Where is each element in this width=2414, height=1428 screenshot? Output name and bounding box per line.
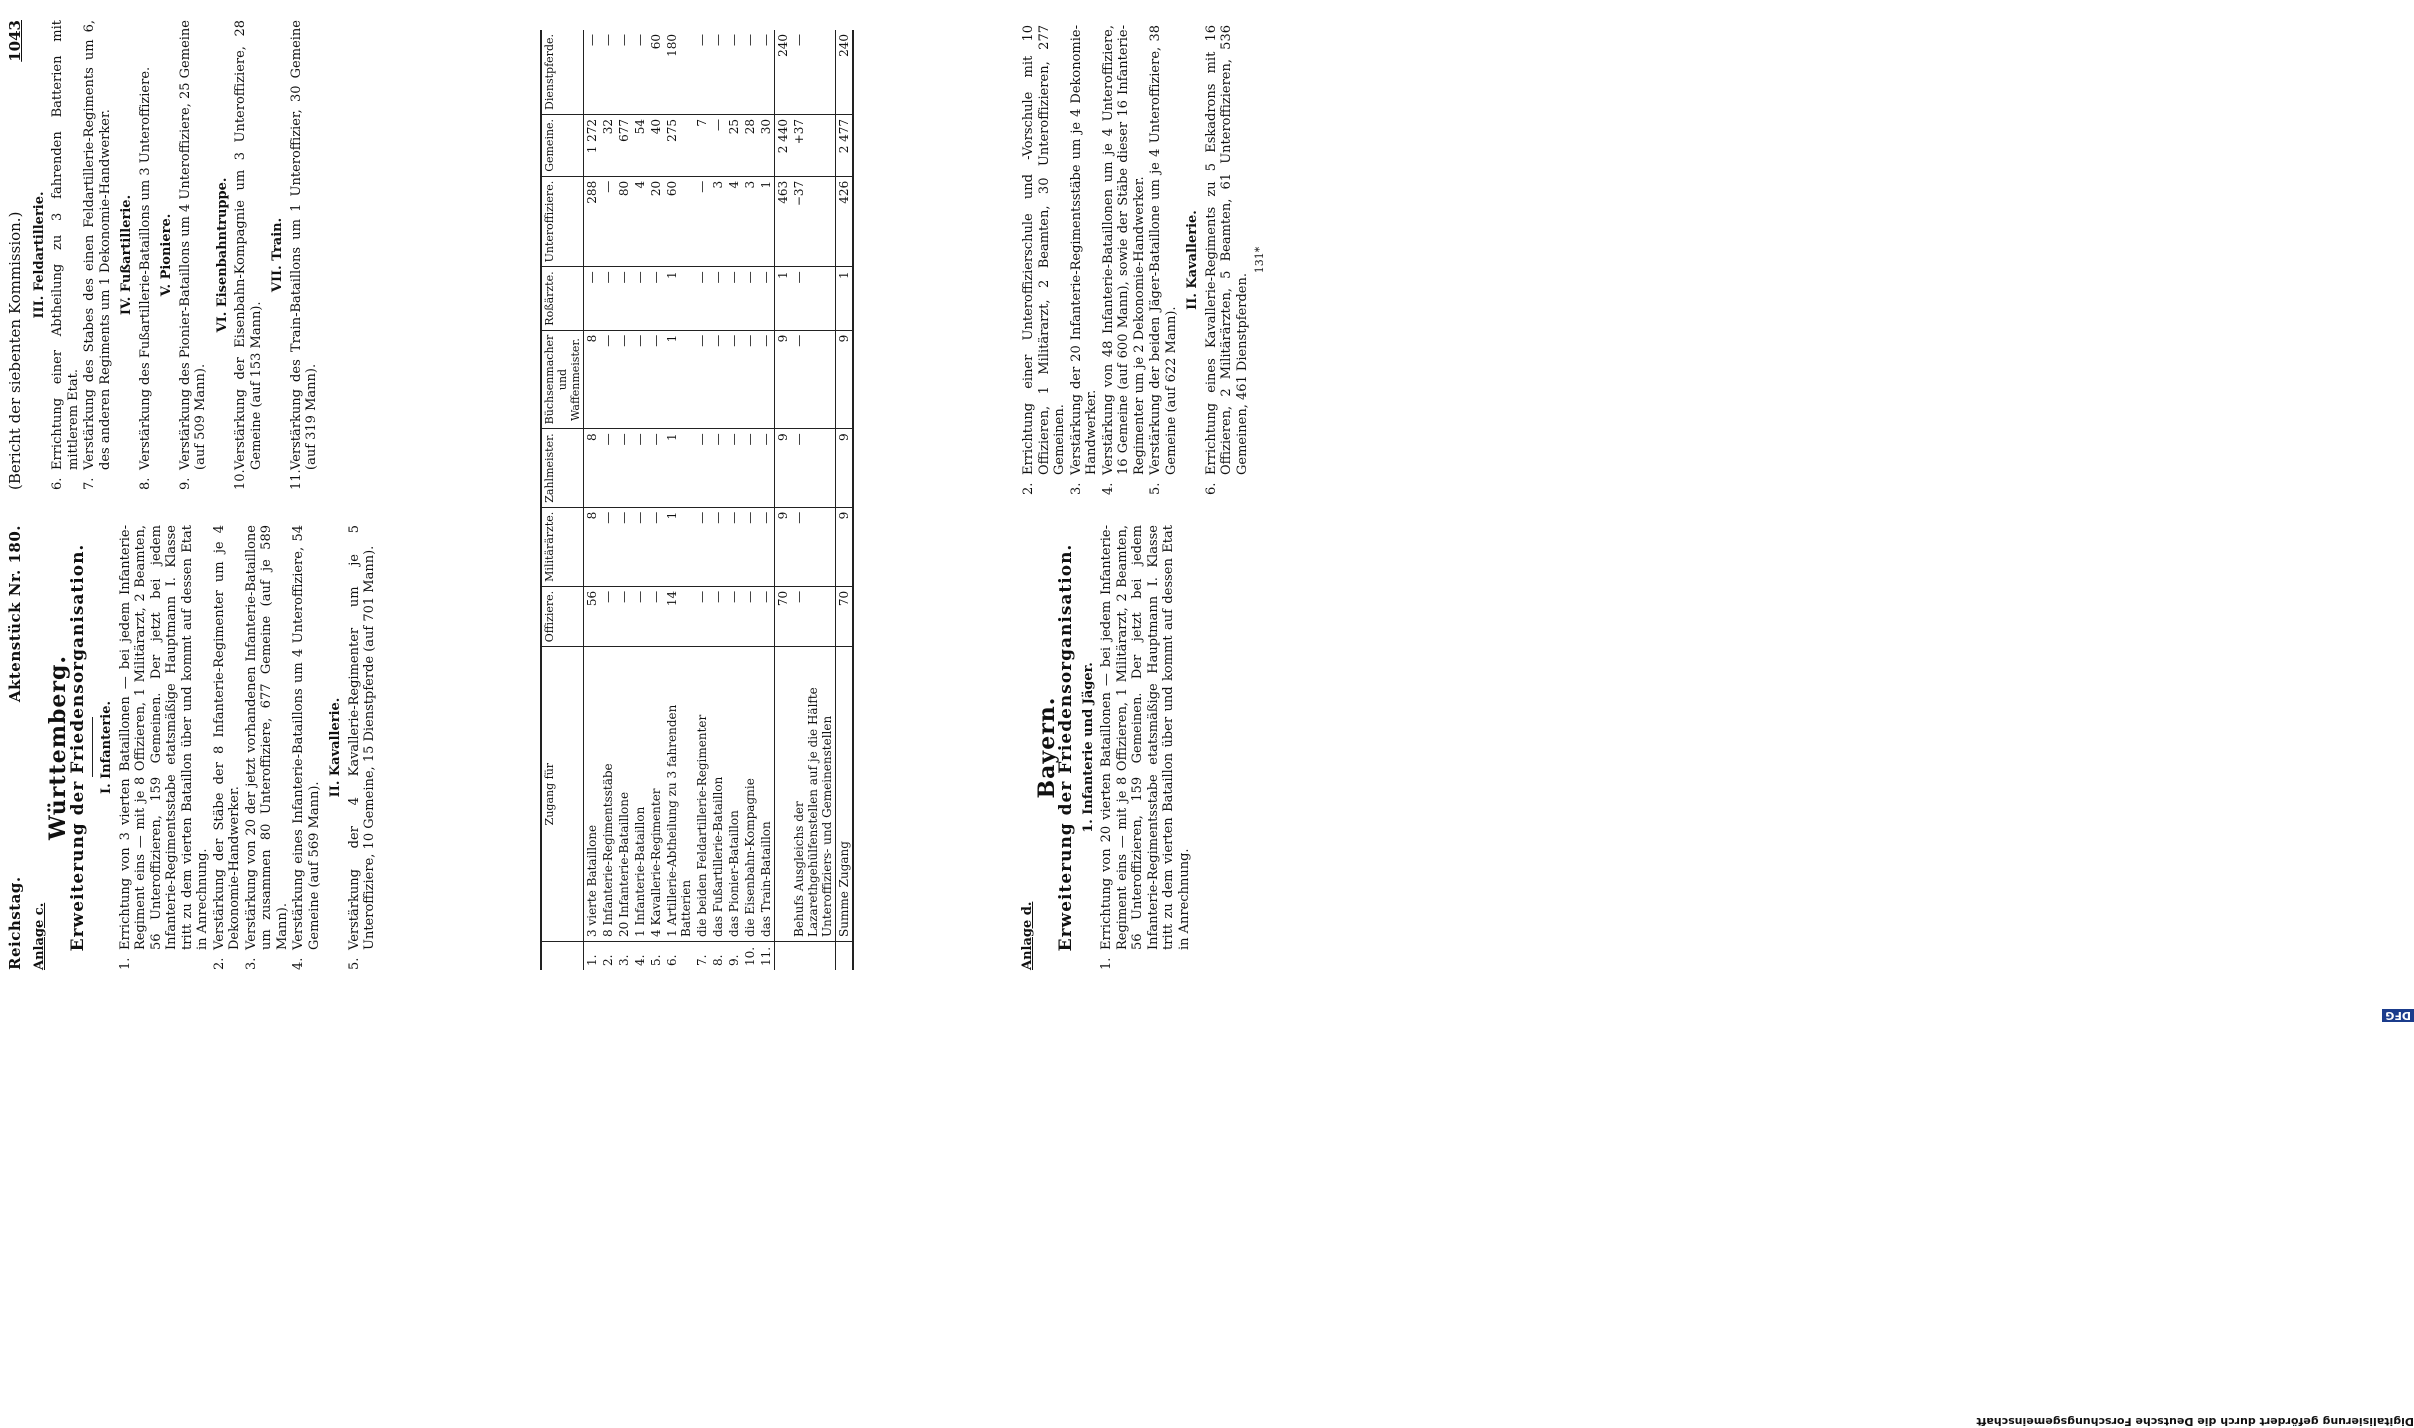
table-cell: 3. xyxy=(617,954,631,966)
table-cell: — xyxy=(632,507,648,586)
table-cell: — xyxy=(648,429,664,507)
table-cell xyxy=(775,647,792,942)
item-number: 1. xyxy=(1099,957,1114,970)
table-cell: 1 xyxy=(664,507,694,586)
funding-note-text: Digitalisierung gefördert durch die Deutsche Forschungsgemeinschaft xyxy=(1976,1414,2414,1428)
table-cell: 7 xyxy=(694,114,710,176)
table-cell: — xyxy=(726,429,742,507)
table-cell: — xyxy=(694,176,710,267)
table-cell: — xyxy=(694,267,710,330)
table-cell: 3 vierte Bataillone xyxy=(584,647,601,942)
table-cell: 2. xyxy=(601,954,615,966)
list-item xyxy=(1021,25,1068,495)
table-cell: — xyxy=(600,507,616,586)
list-item xyxy=(347,525,378,970)
item-text: Errichtung von 20 vierten Bataillonen — bei jedem Infanterie-Regiment eins — mit je 8 Offizieren, 1 Militärarzt, 2 Beamten, 56 Unteroffizieren, 159 Gemeinen. Der jetzt bei jedem Infanterie-Regimentsstabe etatsmäßige Hauptmann I. Klasse tritt zu dem vierten Bataillon über und kommt auf dessen Etat in Anrechnung. xyxy=(1099,525,1192,950)
table-cell: 1 272 xyxy=(584,114,601,176)
table-cell: — xyxy=(742,330,758,429)
bottom-left xyxy=(1020,525,1268,970)
item-text: Verstärkung von 20 der jetzt vorhandenen Infanterie-Bataillone um zusammen 80 Unteroffiziere, 677 Gemeine (auf je 589 Mann). xyxy=(243,525,290,950)
table-cell: Summe Zugang xyxy=(836,647,854,942)
table-cell: — xyxy=(710,330,726,429)
table-cell: das Fußartillerie-Bataillon xyxy=(710,647,726,942)
table-cell: 70 xyxy=(836,586,854,646)
table-cell xyxy=(836,942,854,971)
section-heading: VI. Eisenbahntruppe. xyxy=(214,177,230,333)
funding-note-strip xyxy=(1406,0,2414,1428)
table-row xyxy=(584,30,601,970)
table-cell: — xyxy=(648,586,664,646)
table-header-cell: Büchsenmacher und Waffenmeister. xyxy=(541,330,584,429)
table-cell: — xyxy=(758,429,775,507)
item-number: 2. xyxy=(1021,482,1036,495)
item-text: Verstärkung der Stäbe der 8 Infanterie-Regimenter um je 4 Dekonomie-Handwerker. xyxy=(211,525,242,950)
table-cell: — xyxy=(710,114,726,176)
table-header-cell: Zugang für xyxy=(541,647,584,942)
section-heading: IV. Fußartillerie. xyxy=(119,194,134,316)
table-cell: — xyxy=(632,330,648,429)
table-cell: — xyxy=(791,586,836,646)
table-cell: — xyxy=(742,507,758,586)
table-cell: — xyxy=(726,507,742,586)
table-row xyxy=(664,30,694,970)
table-cell: 8 xyxy=(584,330,601,429)
table-cell: 80 xyxy=(616,176,632,267)
table-cell: 10. xyxy=(743,946,757,966)
table-cell: +37 xyxy=(791,114,836,176)
table-cell: — xyxy=(632,586,648,646)
item-text: Errichtung einer Unteroffizierschule und -Vorschule mit 10 Offizieren, 1 Militärarzt, 2 Beamten, 30 Unteroffizieren, 277 Gemeinen. xyxy=(1021,25,1067,475)
bottom-items-b xyxy=(1021,25,1179,495)
table-cell: 9 xyxy=(775,507,792,586)
table-cell: 25 xyxy=(726,114,742,176)
bottom-right xyxy=(1020,25,1268,495)
anlage-c: Anlage c. xyxy=(31,902,47,970)
table-cell xyxy=(775,942,792,971)
table-cell: 426 xyxy=(836,176,854,267)
list-item xyxy=(1101,25,1148,495)
table-cell: — xyxy=(600,330,616,429)
table-row xyxy=(600,30,616,970)
table-cell: 60 xyxy=(648,30,664,114)
table-cell: 70 xyxy=(775,586,792,646)
table-row xyxy=(775,30,792,970)
item-number: 5. xyxy=(1148,482,1163,495)
item-text: Verstärkung des Stabes des einen Feldartillerie-Regiments um 6, des anderen Regiments um 1 Dekonomie-Handwerker. xyxy=(82,20,113,470)
list-item xyxy=(138,20,154,490)
table-cell: 9 xyxy=(836,330,854,429)
page-number: 1043 xyxy=(6,20,24,62)
item-text: Errichtung einer Abtheilung zu 3 fahrenden Batterien mit mittlerem Etat. xyxy=(50,20,81,470)
table-cell: 463 xyxy=(775,176,792,267)
section-heading-kavallerie: II. Kavallerie. xyxy=(1185,210,1200,310)
right-header xyxy=(8,20,24,490)
table-cell: — xyxy=(710,30,726,114)
table-cell: 20 Infanterie-Bataillone xyxy=(616,647,632,942)
zugang-table xyxy=(540,30,854,970)
table-cell: — xyxy=(758,586,775,646)
table-cell: 28 xyxy=(742,114,758,176)
subtitle-bottom: Erweiterung der Friedensorganisation. xyxy=(1056,543,1076,952)
rotated-content xyxy=(0,0,1400,1000)
item-number: 4. xyxy=(291,957,306,970)
table-cell: — xyxy=(616,330,632,429)
table-cell: 8. xyxy=(711,954,725,966)
table-cell: 54 xyxy=(632,114,648,176)
table-cell: 8 xyxy=(584,429,601,507)
table-row xyxy=(726,30,742,970)
table-cell: — xyxy=(742,267,758,330)
table-cell: 4. xyxy=(633,954,647,966)
table-cell: 6. xyxy=(665,954,679,966)
table-cell: 20 xyxy=(648,176,664,267)
table-cell: Behufs Ausgleichs der Lazarethgehülfenstellen auf je die Hälfte Unteroffiziers- und Gemeinenstellen xyxy=(791,647,836,942)
list-item xyxy=(118,525,211,970)
table-cell: 1 xyxy=(664,267,694,330)
title-wuerttemberg: Württemberg. xyxy=(45,655,71,841)
item-number: 2. xyxy=(211,957,227,970)
table-row xyxy=(632,30,648,970)
table-cell: — xyxy=(710,507,726,586)
list-item xyxy=(50,20,81,490)
table-cell: — xyxy=(758,267,775,330)
table-header-cell: Offiziere. xyxy=(541,586,584,646)
bottom-items-c xyxy=(1204,25,1251,495)
table-cell: — xyxy=(584,267,601,330)
table-cell: 4 xyxy=(632,176,648,267)
table-row xyxy=(758,30,775,970)
table-row xyxy=(616,30,632,970)
item-text: Verstärkung eines Infanterie-Bataillons um 4 Unteroffiziere, 54 Gemeine (auf 569 Mann). xyxy=(291,525,322,950)
table-cell: das Train-Bataillon xyxy=(758,647,775,942)
item-number: 4. xyxy=(1100,482,1116,495)
table-cell: 1 xyxy=(836,267,854,330)
table-cell: — xyxy=(726,30,742,114)
section-heading: I. Infanterie. xyxy=(99,701,114,794)
bottom-section xyxy=(1020,20,1268,970)
item-number: 10. xyxy=(233,469,248,490)
table-cell: 1 xyxy=(775,267,792,330)
table-cell: — xyxy=(616,586,632,646)
table-cell: 240 xyxy=(775,30,792,114)
item-text: Verstärkung des Fußartillerie-Bataillons um 3 Unteroffiziere. xyxy=(137,66,153,470)
left-header xyxy=(8,525,24,970)
bottom-items-a xyxy=(1099,525,1192,970)
section-heading: VII. Train. xyxy=(270,217,285,293)
list-item xyxy=(1069,25,1100,495)
table-cell: — xyxy=(648,507,664,586)
table-cell: — xyxy=(694,330,710,429)
table-cell: — xyxy=(742,429,758,507)
table-cell: — xyxy=(758,330,775,429)
page-mark: 131* xyxy=(1253,246,1266,274)
table-cell: — xyxy=(791,507,836,586)
table-cell: — xyxy=(632,30,648,114)
table-cell: — xyxy=(648,330,664,429)
item-number: 6. xyxy=(50,477,65,490)
table-cell: 14 xyxy=(664,586,694,646)
table-cell: — xyxy=(726,267,742,330)
section-heading: II. Kavallerie. xyxy=(328,697,343,798)
table-cell: — xyxy=(791,429,836,507)
table-cell: 288 xyxy=(584,176,601,267)
table-cell: — xyxy=(584,30,601,114)
list-item xyxy=(244,525,291,970)
table-cell: 11. xyxy=(759,946,773,966)
item-text: Verstärkung der beiden Jäger-Bataillone um je 4 Unteroffiziere, 38 Gemeine (auf 622 Mann). xyxy=(1148,25,1179,475)
table-cell: — xyxy=(616,507,632,586)
table-cell: — xyxy=(742,30,758,114)
item-number: 6. xyxy=(1203,482,1219,495)
table-cell: 677 xyxy=(616,114,632,176)
list-item xyxy=(289,20,320,490)
section-heading: III. Feldartillerie. xyxy=(31,191,47,319)
table-cell xyxy=(791,942,836,971)
table-cell: 1 xyxy=(758,176,775,267)
table-cell: 5. xyxy=(649,954,663,966)
list-item xyxy=(82,20,113,490)
table-cell: — xyxy=(694,429,710,507)
item-number: 3. xyxy=(1068,482,1084,495)
item-number: 11. xyxy=(288,469,304,490)
table-cell: — xyxy=(616,30,632,114)
table-cell: 3 xyxy=(710,176,726,267)
table-cell: 240 xyxy=(836,30,854,114)
table-cell: 4 Kavallerie-Regimenter xyxy=(648,647,664,942)
item-number: 5. xyxy=(346,957,362,970)
subtitle-left: Erweiterung der Friedensorganisation. xyxy=(67,543,88,952)
table-cell: 60 xyxy=(664,176,694,267)
table-cell: −37 xyxy=(791,176,836,267)
table-cell: 4 xyxy=(726,176,742,267)
table-header-row xyxy=(541,30,584,970)
document-number: Aktenstück Nr. 180. xyxy=(6,525,24,703)
table-cell: 2 477 xyxy=(836,114,854,176)
table-cell: 1 Infanterie-Bataillon xyxy=(632,647,648,942)
table-header-cell xyxy=(541,942,584,971)
table-cell: 2 440 xyxy=(775,114,792,176)
table-cell: — xyxy=(694,586,710,646)
table-cell: — xyxy=(632,267,648,330)
table-cell: 1 Artillerie-Abtheilung zu 3 fahrenden Batterien xyxy=(664,647,694,942)
table-cell: — xyxy=(616,267,632,330)
section-heading: V. Pioniere. xyxy=(159,213,174,297)
item-text: Errichtung eines Kavallerie-Regiments zu 5 Eskadrons mit 16 Offizieren, 2 Militärärzten, 5 Beamten, 61 Unteroffizieren, 536 Gemeinen, 461 Dienstpferden. xyxy=(1203,25,1250,475)
table-cell: — xyxy=(694,507,710,586)
table-cell: 9 xyxy=(836,507,854,586)
right-column xyxy=(8,20,321,490)
list-item xyxy=(291,525,322,970)
table-cell: — xyxy=(758,507,775,586)
table-cell: 32 xyxy=(600,114,616,176)
list-item xyxy=(212,525,243,970)
table-cell: — xyxy=(791,267,836,330)
item-text: Verstärkung der Eisenbahn-Kompagnie um 3 Unteroffiziere, 28 Gemeine (auf 153 Mann). xyxy=(233,20,264,470)
table-row xyxy=(791,30,836,970)
table-cell: — xyxy=(600,30,616,114)
table-cell: die Eisenbahn-Kompagnie xyxy=(742,647,758,942)
table-cell: — xyxy=(632,429,648,507)
list-item xyxy=(1099,525,1192,970)
item-number: 3. xyxy=(243,957,259,970)
table-cell: 180 xyxy=(664,30,694,114)
table-cell: — xyxy=(726,586,742,646)
table-cell: 40 xyxy=(648,114,664,176)
list-item xyxy=(233,20,264,490)
table-header-cell: Dienstpferde. xyxy=(541,30,584,114)
table-cell: — xyxy=(648,267,664,330)
table-cell: 30 xyxy=(758,114,775,176)
table-cell: 3 xyxy=(742,176,758,267)
table-row xyxy=(694,30,710,970)
list-item xyxy=(178,20,209,490)
table-cell: 7. xyxy=(695,954,709,966)
item-number: 7. xyxy=(82,477,97,490)
table-cell: — xyxy=(791,330,836,429)
table-cell: — xyxy=(726,330,742,429)
item-number: 9. xyxy=(177,477,193,490)
table-cell: 9 xyxy=(775,429,792,507)
list-item xyxy=(1204,25,1251,495)
item-number: 8. xyxy=(137,477,153,490)
table-header-cell: Roßärzte. xyxy=(541,267,584,330)
divider xyxy=(92,718,93,778)
left-sections xyxy=(99,525,378,970)
journal-name: Reichstag. xyxy=(6,876,24,970)
table-cell: die beiden Feldartillerie-Regimenter xyxy=(694,647,710,942)
table-cell: — xyxy=(758,30,775,114)
item-text: Verstärkung der 4 Kavallerie-Regimenter um je 5 Unteroffiziere, 10 Gemeine, 15 Dienstpferde (auf 701 Mann). xyxy=(346,525,377,950)
item-text: Verstärkung der 20 Infanterie-Regimentsstäbe um je 4 Dekonomie-Handwerker. xyxy=(1068,25,1099,475)
table-cell: 8 Infanterie-Regimentsstäbe xyxy=(600,647,616,942)
table-cell: 9 xyxy=(775,330,792,429)
table-cell: 1. xyxy=(585,954,599,966)
table-cell: — xyxy=(791,30,836,114)
table-cell: 56 xyxy=(584,586,601,646)
list-item xyxy=(1148,25,1179,495)
table-cell: — xyxy=(694,30,710,114)
table-cell: — xyxy=(600,586,616,646)
table-cell: 9. xyxy=(727,954,741,966)
table-row xyxy=(710,30,726,970)
item-text: Verstärkung des Pionier-Bataillons um 4 Unteroffiziere, 25 Gemeine (auf 509 Mann). xyxy=(177,20,208,470)
anlage-d: Anlage d. xyxy=(1020,901,1035,970)
table-row xyxy=(836,30,854,970)
table-row xyxy=(742,30,758,970)
table-cell: 1 xyxy=(664,330,694,429)
table-cell: — xyxy=(710,267,726,330)
table-header-cell: Gemeine. xyxy=(541,114,584,176)
table-cell: — xyxy=(616,429,632,507)
table-header-cell: Militärärzte. xyxy=(541,507,584,586)
table-cell: 8 xyxy=(584,507,601,586)
table-cell: das Pionier-Bataillon xyxy=(726,647,742,942)
item-text: Errichtung von 3 vierten Bataillonen — bei jedem Infanterie-Regiment eins — mit je 8 Offizieren, 1 Militärarzt, 2 Beamten, 56 Unteroffizieren, 159 Gemeinen. Der jetzt bei jedem Infanterie-Regimentsstabe etatsmäßige Hauptmann I. Klasse tritt zu dem vierten Bataillon über und kommt auf dessen Etat in Anrechnung. xyxy=(117,525,210,950)
report-title: (Bericht der siebenten Kommission.) xyxy=(6,211,24,490)
table-cell: 1 xyxy=(664,429,694,507)
table-header-cell: Zahlmeister. xyxy=(541,429,584,507)
left-column xyxy=(8,525,379,970)
table-cell: — xyxy=(710,586,726,646)
table-row xyxy=(648,30,664,970)
item-number: 1. xyxy=(117,957,133,970)
table-cell: 9 xyxy=(836,429,854,507)
table-header-cell: Unteroffiziere. xyxy=(541,176,584,267)
table-cell: — xyxy=(600,267,616,330)
table-cell: — xyxy=(600,429,616,507)
dfg-logo: DFG xyxy=(2382,1009,2414,1022)
item-text: Verstärkung von 48 Infanterie-Bataillonen um je 4 Unteroffiziere, 16 Gemeine (auf 600 Mann), sowie der Stäbe dieser 16 Infanterie-Regimenter um je 2 Dekonomie-Handwerker. xyxy=(1100,25,1147,475)
table-body xyxy=(584,30,854,970)
table-cell: — xyxy=(600,176,616,267)
table-cell: — xyxy=(710,429,726,507)
right-sections xyxy=(32,20,320,490)
table-cell: — xyxy=(742,586,758,646)
section-heading-infanterie: 1. Infanterie und Jäger. xyxy=(1080,662,1096,833)
title-bayern: Bayern. xyxy=(1033,696,1060,799)
table-cell: 275 xyxy=(664,114,694,176)
item-text: Verstärkung des Train-Bataillons um 1 Unteroffizier, 30 Gemeine (auf 319 Mann). xyxy=(288,20,319,470)
